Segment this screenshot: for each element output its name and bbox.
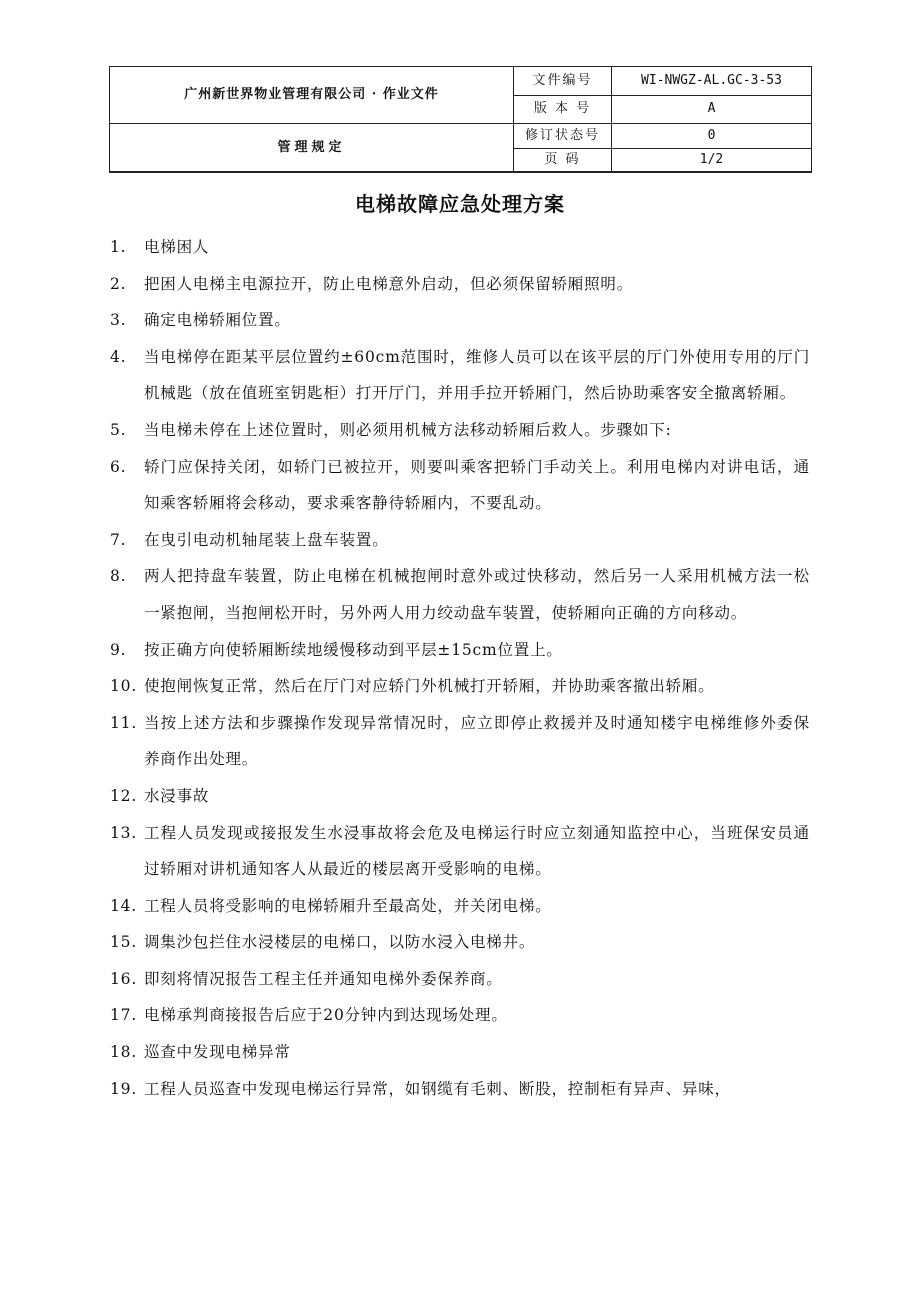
procedure-item bbox=[110, 229, 810, 266]
item-number: 15. bbox=[110, 933, 138, 952]
file-number-value: WI-NWGZ-AL.GC-3-53 bbox=[612, 67, 812, 96]
item-number: 5. bbox=[110, 420, 127, 439]
item-text: 当电梯停在距某平层位置约±60cm范围时，维修人员可以在该平层的厅门外使用专用的厅门机械匙（放在值班室钥匙柜）打开厅门，并用手拉开轿厢门，然后协助乘客安全撤离轿厢。 bbox=[144, 347, 810, 403]
item-text: 当电梯未停在上述位置时，则必须用机械方法移动轿厢后救人。步骤如下: bbox=[144, 420, 672, 439]
page-number-value: 1/2 bbox=[612, 148, 812, 173]
item-text: 电梯承判商接报告后应于20分钟内到达现场处理。 bbox=[144, 1006, 508, 1025]
item-text: 调集沙包拦住水浸楼层的电梯口，以防水浸入电梯井。 bbox=[144, 933, 536, 952]
procedure-item bbox=[110, 522, 810, 559]
procedure-item bbox=[110, 412, 810, 449]
procedure-item bbox=[110, 924, 810, 961]
procedure-item bbox=[110, 961, 810, 998]
item-text: 巡查中发现电梯异常 bbox=[144, 1043, 291, 1062]
item-number: 8. bbox=[110, 567, 127, 586]
item-text: 工程人员将受影响的电梯轿厢升至最高处，并关闭电梯。 bbox=[144, 896, 552, 915]
item-number: 14. bbox=[110, 896, 138, 915]
item-text: 使抱闸恢复正常，然后在厅门对应轿门外机械打开轿厢，并协助乘客撤出轿厢。 bbox=[144, 677, 715, 696]
item-number: 2. bbox=[110, 274, 127, 293]
item-number: 6. bbox=[110, 457, 127, 476]
procedure-item bbox=[110, 302, 810, 339]
item-text: 即刻将情况报告工程主任并通知电梯外委保养商。 bbox=[144, 969, 503, 988]
item-text: 电梯困人 bbox=[144, 238, 210, 256]
item-number: 9. bbox=[110, 640, 127, 659]
item-number: 19. bbox=[110, 1079, 138, 1098]
document-header-table bbox=[109, 66, 812, 173]
item-number: 7. bbox=[110, 530, 127, 549]
item-number: 3. bbox=[110, 311, 127, 330]
company-name: 广州新世界物业管理有限公司 · 作业文件 bbox=[110, 67, 514, 124]
procedure-item bbox=[110, 1071, 810, 1108]
procedure-item bbox=[110, 266, 810, 303]
item-text: 工程人员发现或接报发生水浸事故将会危及电梯运行时应立刻通知监控中心，当班保安员通过轿厢对讲机通知客人从最近的楼层离开受影响的电梯。 bbox=[144, 823, 810, 879]
item-text: 在曳引电动机轴尾装上盘车装置。 bbox=[144, 530, 389, 549]
procedure-item bbox=[110, 558, 810, 631]
item-text: 水浸事故 bbox=[144, 786, 210, 805]
item-number: 10. bbox=[110, 677, 138, 696]
item-number: 18. bbox=[110, 1043, 138, 1062]
procedure-item bbox=[110, 632, 810, 669]
procedure-item bbox=[110, 1034, 810, 1071]
item-number: 13. bbox=[110, 823, 138, 842]
item-text: 工程人员巡查中发现电梯运行异常，如钢缆有毛刺、断股，控制柜有异声、异味， bbox=[144, 1079, 731, 1098]
procedure-item bbox=[110, 997, 810, 1034]
procedure-item bbox=[110, 815, 810, 888]
item-text: 把困人电梯主电源拉开，防止电梯意外启动，但必须保留轿厢照明。 bbox=[144, 274, 634, 293]
item-text: 两人把持盘车装置，防止电梯在机械抱闸时意外或过快移动，然后另一人采用机械方法一松一紧抱闸，当抱闸松开时，另外两人用力绞动盘车装置，使轿厢向正确的方向移动。 bbox=[144, 567, 810, 622]
item-text: 按正确方向使轿厢断续地缓慢移动到平层±15cm位置上。 bbox=[144, 640, 563, 659]
procedure-item bbox=[110, 449, 810, 522]
file-number-label: 文件编号 bbox=[514, 67, 612, 96]
item-number: 11. bbox=[110, 713, 138, 732]
item-number: 4. bbox=[110, 347, 127, 366]
item-number: 17. bbox=[110, 1006, 138, 1025]
item-number: 16. bbox=[110, 969, 138, 988]
section-title: 管理规定 bbox=[110, 124, 514, 173]
page-number-label: 页 码 bbox=[514, 148, 612, 173]
version-label: 版 本 号 bbox=[514, 95, 612, 124]
version-value: A bbox=[612, 95, 812, 124]
revision-status-value: 0 bbox=[612, 124, 812, 149]
revision-status-label: 修订状态号 bbox=[514, 124, 612, 149]
procedure-item bbox=[110, 339, 810, 412]
header-divider bbox=[109, 171, 811, 172]
item-text: 轿门应保持关闭，如轿门已被拉开，则要叫乘客把轿门手动关上。利用电梯内对讲电话，通知乘客轿厢将会移动，要求乘客静待轿厢内，不要乱动。 bbox=[144, 457, 810, 513]
item-text: 确定电梯轿厢位置。 bbox=[144, 311, 291, 330]
document-title: 电梯故障应急处理方案 bbox=[355, 192, 565, 216]
item-number: 1. bbox=[110, 238, 127, 256]
procedure-item bbox=[110, 705, 810, 778]
item-number: 12. bbox=[110, 786, 138, 805]
procedure-item bbox=[110, 668, 810, 705]
item-text: 当按上述方法和步骤操作发现异常情况时，应立即停止救援并及时通知楼宇电梯维修外委保养商作出处理。 bbox=[144, 713, 810, 769]
procedure-list bbox=[110, 229, 810, 1107]
procedure-item bbox=[110, 888, 810, 925]
procedure-item bbox=[110, 778, 810, 815]
